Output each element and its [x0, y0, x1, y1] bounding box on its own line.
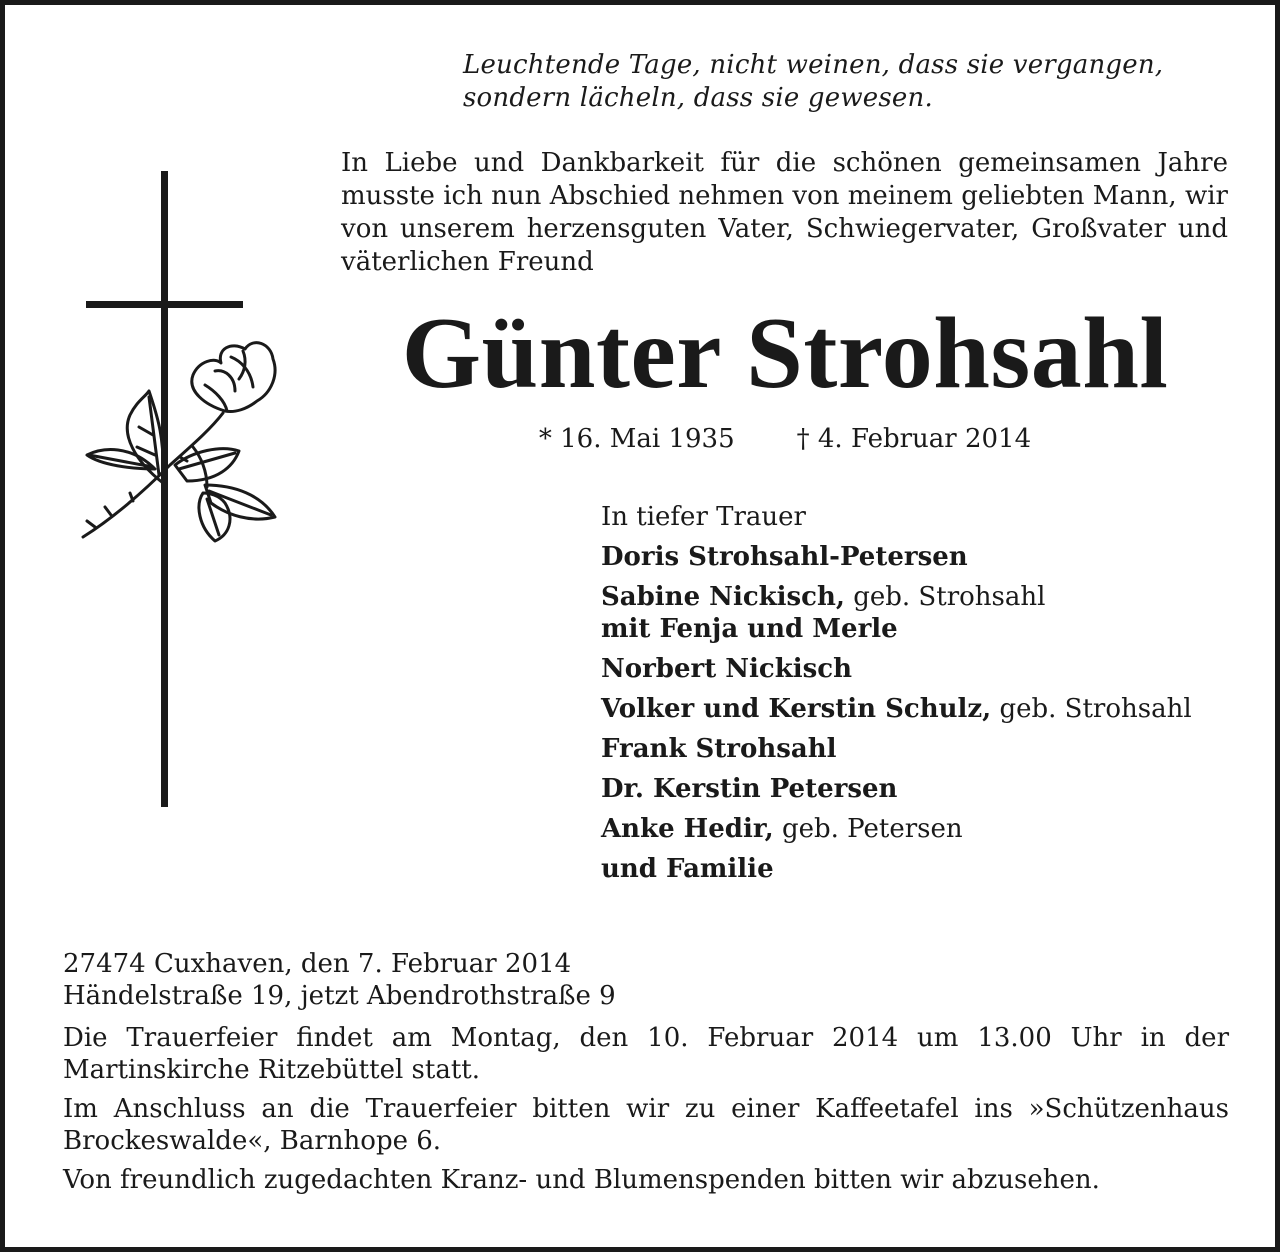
life-dates	[335, 423, 1235, 455]
cross-with-rose	[75, 165, 295, 815]
mourner-doris: Doris Strohsahl-Petersen	[601, 542, 968, 572]
rose-icon	[83, 343, 275, 541]
mourner-kerstin: Dr. Kerstin Petersen	[601, 774, 898, 804]
mourner-sabine-name: Sabine Nickisch,	[601, 582, 845, 612]
mourner-sabine	[601, 581, 1241, 645]
mourner-volker-name: Volker und Kerstin Schulz,	[601, 694, 992, 724]
mourner-anke-note: geb. Petersen	[773, 814, 963, 844]
motto-line-1: Leuchtende Tage, nicht weinen, dass sie vergangen,	[463, 50, 1164, 80]
mourner-norbert: Norbert Nickisch	[601, 654, 853, 684]
mourning-phrase: In tiefer Trauer	[601, 502, 806, 532]
birth-date: * 16. Mai 1935	[538, 424, 735, 454]
cross-icon	[75, 165, 295, 815]
flowers-info: Von freundlich zugedachten Kranz- und Blumenspenden bitten wir abzusehen.	[63, 1165, 1100, 1195]
mourner-frank: Frank Strohsahl	[601, 734, 837, 764]
mourner-volker	[601, 693, 1241, 725]
funeral-info: Die Trauerfeier findet am Montag, den 10. Februar 2014 um 13.00 Uhr in der Martinskirche Ritzebüttel statt.	[63, 1023, 1229, 1085]
place-date: 27474 Cuxhaven, den 7. Februar 2014	[63, 949, 572, 979]
mourner-volker-note: geb. Strohsahl	[991, 694, 1192, 724]
intro-text: In Liebe und Dankbarkeit für die schönen gemeinsamen Jahre musste ich nun Abschied nehmen von meinem geliebten Mann, wir von unserem herzensguten Vater, Schwiegervater, Großvater und väterlichen Freund	[341, 148, 1228, 277]
mourner-sabine-note: geb. Strohsahl	[844, 582, 1046, 612]
mourner-family: und Familie	[601, 854, 774, 884]
coffee-info: Im Anschluss an die Trauerfeier bitten wir zu einer Kaffeetafel ins »Schützenhaus Brockeswalde«, Barnhope 6.	[63, 1094, 1229, 1156]
mourners-list	[601, 501, 1241, 893]
footer-info	[63, 948, 1229, 1203]
mourner-sabine-children: mit Fenja und Merle	[601, 614, 898, 644]
motto	[463, 49, 1233, 115]
mourner-anke-name: Anke Hedir,	[601, 814, 774, 844]
address: Händelstraße 19, jetzt Abendrothstraße 9	[63, 981, 616, 1011]
deceased-name: Günter Strohsahl	[401, 297, 1169, 410]
mourner-anke	[601, 813, 1241, 845]
motto-line-2: sondern lächeln, dass sie gewesen.	[463, 83, 933, 113]
death-date: † 4. Februar 2014	[796, 424, 1032, 454]
